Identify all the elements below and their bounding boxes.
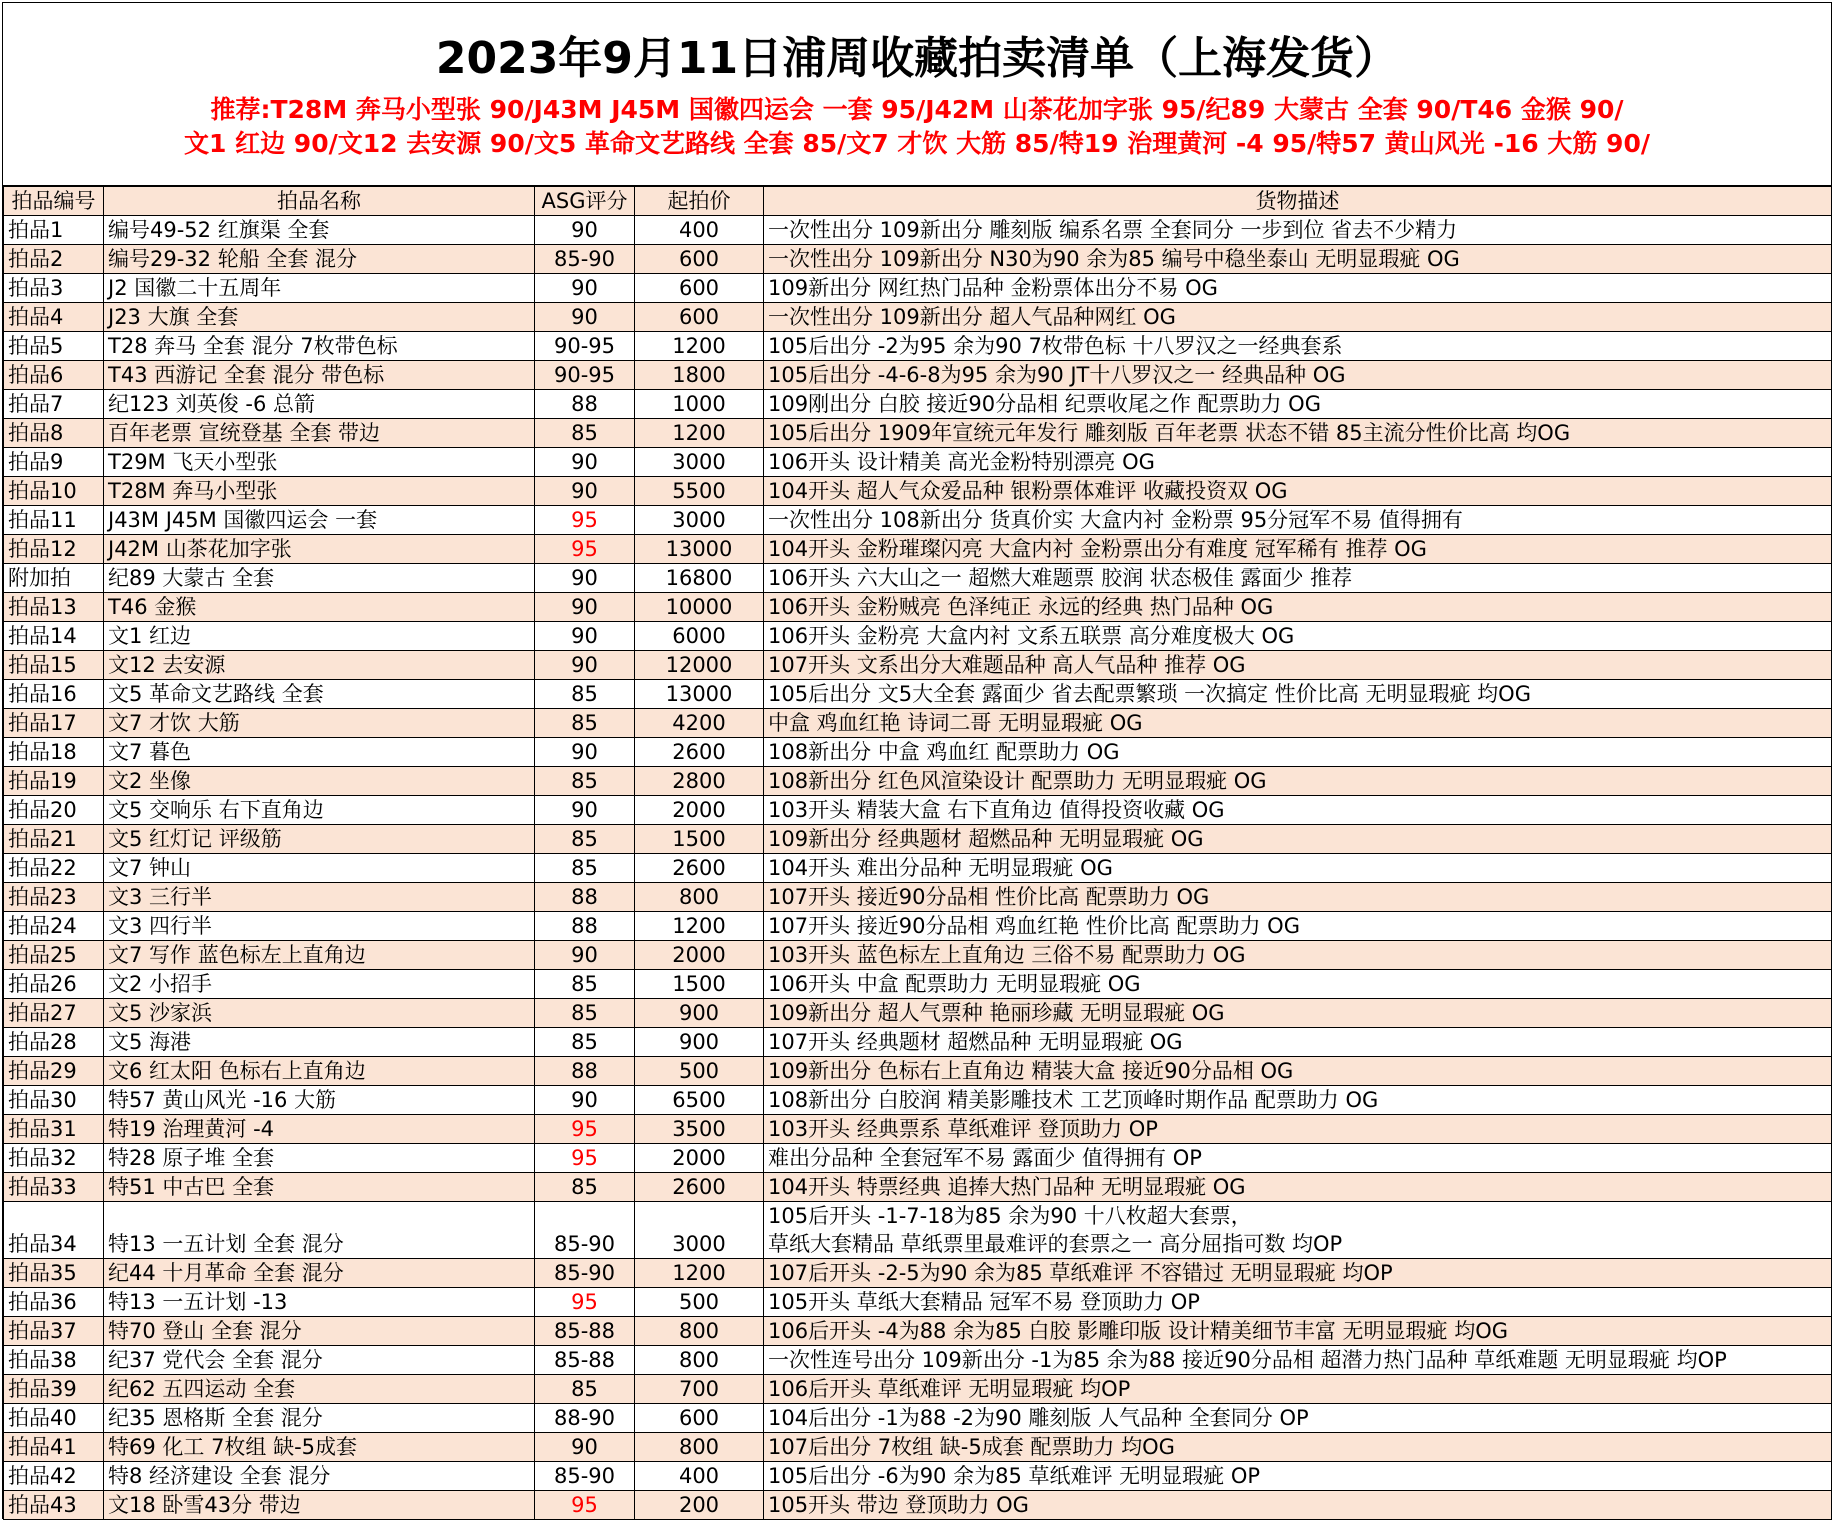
lot-description: 105后出分 -4-6-8为95 余为90 JT十八罗汉之一 经典品种 OG [764,361,1832,390]
lot-score: 85-90 [535,1202,635,1259]
table-row [4,535,1832,564]
table-row [4,796,1832,825]
lot-score: 88-90 [535,1404,635,1433]
lot-id: 拍品40 [4,1404,104,1433]
lot-score: 95 [535,1144,635,1173]
lot-description: 105后出分 -6为90 余为85 草纸难评 无明显瑕疵 OP [764,1462,1832,1491]
lot-score: 85-90 [535,1259,635,1288]
lot-score: 90 [535,216,635,245]
table-header-row [4,187,1832,216]
lot-name: 文5 交响乐 右下直角边 [104,796,535,825]
lot-id: 拍品34 [4,1202,104,1259]
lot-description: 105开头 草纸大套精品 冠军不易 登顶助力 OP [764,1288,1832,1317]
lot-score: 85 [535,709,635,738]
lot-score: 95 [535,506,635,535]
table-row [4,245,1832,274]
lot-name: 文1 红边 [104,622,535,651]
lot-name: T28M 奔马小型张 [104,477,535,506]
lot-id: 拍品29 [4,1057,104,1086]
lot-score: 85 [535,854,635,883]
lot-score: 85 [535,767,635,796]
lot-name: 纪37 党代会 全套 混分 [104,1346,535,1375]
lot-name: T29M 飞天小型张 [104,448,535,477]
lot-description: 107开头 接近90分品相 鸡血红艳 性价比高 配票助力 OG [764,912,1832,941]
lot-description: 106后开头 草纸难评 无明显瑕疵 均OP [764,1375,1832,1404]
table-row [4,361,1832,390]
lot-description: 一次性出分 109新出分 超人气品种网红 OG [764,303,1832,332]
lot-price: 3500 [635,1115,764,1144]
lot-description: 106开头 中盒 配票助力 无明显瑕疵 OG [764,970,1832,999]
lot-price: 13000 [635,680,764,709]
table-row [4,1491,1832,1520]
lot-id: 拍品17 [4,709,104,738]
lot-price: 600 [635,274,764,303]
lot-id: 拍品20 [4,796,104,825]
table-row [4,1086,1832,1115]
lot-id: 拍品2 [4,245,104,274]
lot-name: 纪62 五四运动 全套 [104,1375,535,1404]
lot-score: 85 [535,970,635,999]
lot-id: 拍品28 [4,1028,104,1057]
lot-id: 拍品24 [4,912,104,941]
lot-description-line-2: 草纸大套精品 草纸票里最难评的套票之一 高分屈指可数 均OP [768,1232,1343,1256]
lot-description: 103开头 经典票系 草纸难评 登顶助力 OP [764,1115,1832,1144]
lot-price: 200 [635,1491,764,1520]
lot-price: 800 [635,1346,764,1375]
table-row [4,506,1832,535]
lot-description: 104开头 特票经典 追捧大热门品种 无明显瑕疵 OG [764,1173,1832,1202]
lot-name: J23 大旗 全套 [104,303,535,332]
lot-description: 108新出分 中盒 鸡血红 配票助力 OG [764,738,1832,767]
lot-id: 拍品25 [4,941,104,970]
lot-name: 特13 一五计划 -13 [104,1288,535,1317]
lot-name: 文12 去安源 [104,651,535,680]
lot-name: 文5 红灯记 评级筋 [104,825,535,854]
lot-id: 拍品36 [4,1288,104,1317]
lot-name: 编号49-52 红旗渠 全套 [104,216,535,245]
table-row [4,1433,1832,1462]
lot-score: 88 [535,883,635,912]
recommend-line-1: 推荐:T28M 奔马小型张 90/J43M J45M 国徽四运会 一套 95/J42M 山茶花加字张 95/纪89 大蒙古 全套 90/T46 金猴 90/ [210,95,1624,124]
table-row [4,1462,1832,1491]
lot-price: 2600 [635,854,764,883]
table-row [4,1375,1832,1404]
lot-price: 2600 [635,738,764,767]
lot-name: 文5 沙家浜 [104,999,535,1028]
lot-score: 85-90 [535,245,635,274]
lot-name: 特19 治理黄河 -4 [104,1115,535,1144]
lot-id: 拍品39 [4,1375,104,1404]
table-row [4,1144,1832,1173]
lot-price: 2800 [635,767,764,796]
table-row [4,1288,1832,1317]
lot-description: 103开头 精装大盒 右下直角边 值得投资收藏 OG [764,796,1832,825]
lot-price: 500 [635,1288,764,1317]
lot-description: 108新出分 红色风渲染设计 配票助力 无明显瑕疵 OG [764,767,1832,796]
lot-price: 2000 [635,941,764,970]
lot-description-line-1: 105后开头 -1-7-18为85 余为90 十八枚超大套票， [768,1204,1252,1228]
lot-name: 百年老票 宣统登基 全套 带边 [104,419,535,448]
lot-price: 1200 [635,912,764,941]
lot-id: 拍品32 [4,1144,104,1173]
lot-price: 500 [635,1057,764,1086]
lot-price: 400 [635,216,764,245]
table-row [4,593,1832,622]
lot-price: 600 [635,1404,764,1433]
lot-description: 一次性出分 108新出分 货真价实 大盒内衬 金粉票 95分冠军不易 值得拥有 [764,506,1832,535]
column-header-description: 货物描述 [764,187,1832,216]
lot-description: 105后出分 1909年宣统元年发行 雕刻版 百年老票 状态不错 85主流分性价比高 均OG [764,419,1832,448]
lot-name: 文2 坐像 [104,767,535,796]
table-row [4,419,1832,448]
lot-id: 拍品33 [4,1173,104,1202]
lot-description: 106开头 设计精美 高光金粉特别漂亮 OG [764,448,1832,477]
lot-name: T43 西游记 全套 混分 带色标 [104,361,535,390]
lot-price: 900 [635,999,764,1028]
lot-price: 3000 [635,506,764,535]
table-row [4,709,1832,738]
lot-name: 文3 三行半 [104,883,535,912]
lot-id: 拍品9 [4,448,104,477]
table-row [4,390,1832,419]
lot-id: 拍品38 [4,1346,104,1375]
table-row [4,970,1832,999]
lot-description: 108新出分 白胶润 精美影雕技术 工艺顶峰时期作品 配票助力 OG [764,1086,1832,1115]
column-header-price: 起拍价 [635,187,764,216]
lot-id: 拍品8 [4,419,104,448]
lot-score: 85 [535,1028,635,1057]
lot-description: 109新出分 经典题材 超燃品种 无明显瑕疵 OG [764,825,1832,854]
table-row [4,332,1832,361]
table-row [4,1346,1832,1375]
lot-description: 中盒 鸡血红艳 诗词二哥 无明显瑕疵 OG [764,709,1832,738]
lot-description: 104开头 难出分品种 无明显瑕疵 OG [764,854,1832,883]
lot-score: 90 [535,303,635,332]
lot-id: 拍品37 [4,1317,104,1346]
lot-price: 800 [635,883,764,912]
lot-id: 拍品41 [4,1433,104,1462]
lot-score: 95 [535,1288,635,1317]
table-row [4,1202,1832,1259]
lot-price: 3000 [635,448,764,477]
table-row [4,448,1832,477]
column-header-id: 拍品编号 [4,187,104,216]
lot-id: 附加拍 [4,564,104,593]
lot-description: 103开头 蓝色标左上直角边 三俗不易 配票助力 OG [764,941,1832,970]
lot-id: 拍品27 [4,999,104,1028]
lot-id: 拍品13 [4,593,104,622]
lot-description: 106开头 金粉亮 大盒内衬 文系五联票 高分难度极大 OG [764,622,1832,651]
lot-id: 拍品15 [4,651,104,680]
lot-id: 拍品30 [4,1086,104,1115]
lot-price: 1000 [635,390,764,419]
lot-price: 600 [635,303,764,332]
lot-name: 特69 化工 7枚组 缺-5成套 [104,1433,535,1462]
table-body [4,216,1832,1520]
lot-name: J43M J45M 国徽四运会 一套 [104,506,535,535]
lot-name: 文7 暮色 [104,738,535,767]
lot-name: 文7 钟山 [104,854,535,883]
lot-description: 105后出分 文5大全套 露面少 省去配票繁琐 一次搞定 性价比高 无明显瑕疵 均OG [764,680,1832,709]
lot-name: 纪35 恩格斯 全套 混分 [104,1404,535,1433]
lot-description: 107开头 接近90分品相 性价比高 配票助力 OG [764,883,1832,912]
lot-score: 90 [535,448,635,477]
lot-score: 90 [535,274,635,303]
table-row [4,883,1832,912]
page-title: 2023年9月11日浦周收藏拍卖清单（上海发货） [435,33,1399,84]
lot-name: 纪123 刘英俊 -6 总箭 [104,390,535,419]
lot-name: 文3 四行半 [104,912,535,941]
lot-description: 107开头 文系出分大难题品种 高人气品种 推荐 OG [764,651,1832,680]
lot-price: 1200 [635,1259,764,1288]
lot-name: 文6 红太阳 色标右上直角边 [104,1057,535,1086]
lot-score: 85 [535,680,635,709]
lot-id: 拍品7 [4,390,104,419]
lot-price: 6000 [635,622,764,651]
table-row [4,303,1832,332]
lot-id: 拍品10 [4,477,104,506]
lot-score: 95 [535,1115,635,1144]
lot-price: 6500 [635,1086,764,1115]
lot-id: 拍品22 [4,854,104,883]
table-row [4,651,1832,680]
lot-description: 一次性连号出分 109新出分 -1为85 余为88 接近90分品相 超潜力热门品种 草纸难题 无明显瑕疵 均OP [764,1346,1832,1375]
lot-description: 109新出分 网红热门品种 金粉票体出分不易 OG [764,274,1832,303]
lot-description: 109新出分 超人气票种 艳丽珍藏 无明显瑕疵 OG [764,999,1832,1028]
lot-score: 85 [535,419,635,448]
lot-id: 拍品21 [4,825,104,854]
lot-price: 1500 [635,970,764,999]
lot-name: 特28 原子堆 全套 [104,1144,535,1173]
lot-score: 85-88 [535,1346,635,1375]
lot-name: 特13 一五计划 全套 混分 [104,1202,535,1259]
table-row [4,622,1832,651]
lot-score: 95 [535,1491,635,1520]
lot-description: 106开头 六大山之一 超燃大难题票 胶润 状态极佳 露面少 推荐 [764,564,1832,593]
lot-score: 88 [535,912,635,941]
lot-id: 拍品23 [4,883,104,912]
lot-name: 文18 卧雪43分 带边 [104,1491,535,1520]
lot-price: 4200 [635,709,764,738]
lot-name: 文5 革命文艺路线 全套 [104,680,535,709]
lot-id: 拍品42 [4,1462,104,1491]
lot-id: 拍品43 [4,1491,104,1520]
lot-description: 104开头 金粉璀璨闪亮 大盒内衬 金粉票出分有难度 冠军稀有 推荐 OG [764,535,1832,564]
table-row [4,1173,1832,1202]
lot-id: 拍品3 [4,274,104,303]
lot-score: 85 [535,825,635,854]
lot-id: 拍品14 [4,622,104,651]
sheet-header [3,3,1831,186]
table-row [4,274,1832,303]
lot-name: 文7 写作 蓝色标左上直角边 [104,941,535,970]
lot-score: 85-88 [535,1317,635,1346]
table-row [4,912,1832,941]
lot-score: 85 [535,1375,635,1404]
lot-description: 109新出分 色标右上直角边 精装大盒 接近90分品相 OG [764,1057,1832,1086]
lot-price: 700 [635,1375,764,1404]
lot-description: 107开头 经典题材 超燃品种 无明显瑕疵 OG [764,1028,1832,1057]
lot-price: 3000 [635,1202,764,1259]
lot-id: 拍品5 [4,332,104,361]
lot-description: 107后开头 -2-5为90 余为85 草纸难评 不容错过 无明显瑕疵 均OP [764,1259,1832,1288]
lot-score: 90-95 [535,332,635,361]
lot-description: 107后出分 7枚组 缺-5成套 配票助力 均OG [764,1433,1832,1462]
lot-score: 90 [535,593,635,622]
lot-name: T46 金猴 [104,593,535,622]
table-row [4,1317,1832,1346]
lot-price: 10000 [635,593,764,622]
lot-score: 90 [535,622,635,651]
lot-description: 104开头 超人气众爱品种 银粉票体难评 收藏投资双 OG [764,477,1832,506]
lot-id: 拍品18 [4,738,104,767]
column-header-name: 拍品名称 [104,187,535,216]
table-row [4,999,1832,1028]
lot-name: 纪44 十月革命 全套 混分 [104,1259,535,1288]
table-row [4,1404,1832,1433]
table-row [4,1115,1832,1144]
auction-sheet [2,2,1832,1519]
lot-name: J2 国徽二十五周年 [104,274,535,303]
lot-price: 600 [635,245,764,274]
lot-price: 12000 [635,651,764,680]
lot-price: 800 [635,1317,764,1346]
lot-id: 拍品19 [4,767,104,796]
lot-description: 一次性出分 109新出分 N30为90 余为85 编号中稳坐泰山 无明显瑕疵 OG [764,245,1832,274]
lot-name: 纪89 大蒙古 全套 [104,564,535,593]
column-header-score: ASG评分 [535,187,635,216]
lot-name: 特70 登山 全套 混分 [104,1317,535,1346]
lot-id: 拍品26 [4,970,104,999]
lot-description: 105后出分 -2为95 余为90 7枚带色标 十八罗汉之一经典套系 [764,332,1832,361]
lot-score: 90 [535,796,635,825]
lot-score: 90 [535,477,635,506]
lot-price: 2000 [635,1144,764,1173]
lot-description: 105开头 带边 登顶助力 OG [764,1491,1832,1520]
lot-name: 文7 才饮 大筋 [104,709,535,738]
lot-name: 文5 海港 [104,1028,535,1057]
recommend-line-2: 文1 红边 90/文12 去安源 90/文5 革命文艺路线 全套 85/文7 才饮 大筋 85/特19 治理黄河 -4 95/特57 黄山风光 -16 大筋 90/ [184,129,1650,158]
lot-price: 5500 [635,477,764,506]
lot-description: 一次性出分 109新出分 雕刻版 编系名票 全套同分 一步到位 省去不少精力 [764,216,1832,245]
lot-id: 拍品31 [4,1115,104,1144]
lot-id: 拍品11 [4,506,104,535]
table-row [4,767,1832,796]
lot-id: 拍品12 [4,535,104,564]
lot-score: 90 [535,1086,635,1115]
lot-name: 特51 中古巴 全套 [104,1173,535,1202]
lot-description: 106后开头 -4为88 余为85 白胶 影雕印版 设计精美细节丰富 无明显瑕疵 均OG [764,1317,1832,1346]
lot-price: 1500 [635,825,764,854]
table-row [4,941,1832,970]
table-row [4,1028,1832,1057]
lot-name: 文2 小招手 [104,970,535,999]
lot-score: 90 [535,738,635,767]
table-row [4,477,1832,506]
lot-id: 拍品6 [4,361,104,390]
lot-score: 85 [535,999,635,1028]
lot-description: 难出分品种 全套冠军不易 露面少 值得拥有 OP [764,1144,1832,1173]
table-row [4,680,1832,709]
lot-score: 90 [535,941,635,970]
table-row [4,564,1832,593]
lot-score: 85 [535,1173,635,1202]
lot-price: 900 [635,1028,764,1057]
lot-price: 1800 [635,361,764,390]
auction-table [3,186,1832,1520]
lot-description: 106开头 金粉贼亮 色泽纯正 永远的经典 热门品种 OG [764,593,1832,622]
lot-name: J42M 山茶花加字张 [104,535,535,564]
lot-score: 95 [535,535,635,564]
table-row [4,825,1832,854]
lot-description [764,1202,1832,1259]
lot-score: 90 [535,1433,635,1462]
lot-score: 90-95 [535,361,635,390]
lot-name: 编号29-32 轮船 全套 混分 [104,245,535,274]
table-row [4,738,1832,767]
lot-description: 109刚出分 白胶 接近90分品相 纪票收尾之作 配票助力 OG [764,390,1832,419]
lot-price: 16800 [635,564,764,593]
lot-price: 2000 [635,796,764,825]
table-row [4,1057,1832,1086]
lot-price: 2600 [635,1173,764,1202]
lot-score: 90 [535,564,635,593]
table-row [4,854,1832,883]
lot-id: 拍品4 [4,303,104,332]
lot-score: 88 [535,390,635,419]
table-row [4,1259,1832,1288]
lot-price: 800 [635,1433,764,1462]
lot-name: 特57 黄山风光 -16 大筋 [104,1086,535,1115]
lot-id: 拍品16 [4,680,104,709]
lot-score: 90 [535,651,635,680]
lot-name: 特8 经济建设 全套 混分 [104,1462,535,1491]
lot-name: T28 奔马 全套 混分 7枚带色标 [104,332,535,361]
lot-price: 1200 [635,419,764,448]
lot-score: 85-90 [535,1462,635,1491]
lot-price: 13000 [635,535,764,564]
lot-price: 400 [635,1462,764,1491]
lot-id: 拍品35 [4,1259,104,1288]
lot-score: 88 [535,1057,635,1086]
table-row [4,216,1832,245]
lot-price: 1200 [635,332,764,361]
lot-id: 拍品1 [4,216,104,245]
lot-description: 104后出分 -1为88 -2为90 雕刻版 人气品种 全套同分 OP [764,1404,1832,1433]
